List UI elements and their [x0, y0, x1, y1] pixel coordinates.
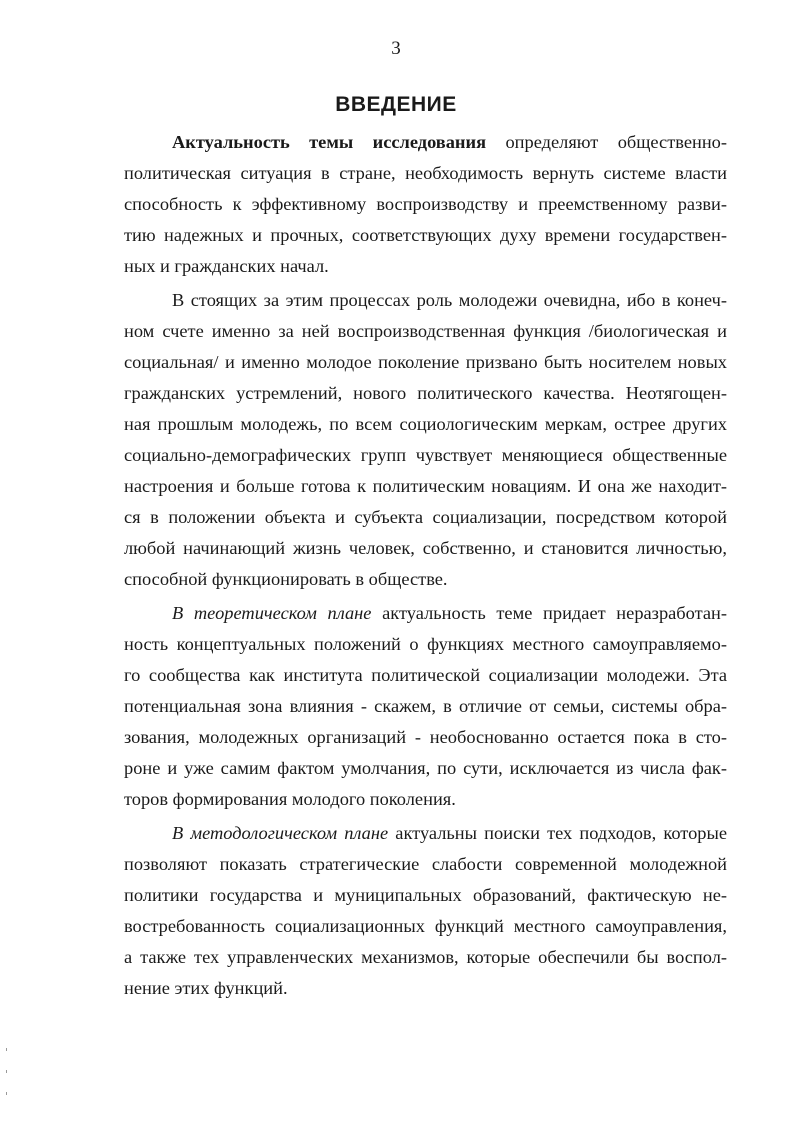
- text-run: а также тех управленческих механизмов, которые обеспечили бы воспол-: [124, 947, 727, 967]
- section-heading: ВВЕДЕНИЕ: [335, 93, 457, 116]
- text-run: политическая ситуация в стране, необходимость вернуть системе власти: [124, 163, 727, 183]
- text-run: актуальность теме придает неразработан-: [371, 603, 727, 623]
- text-run: востребованность социализационных функций местного самоуправления,: [124, 916, 727, 936]
- text-run: потенциальная зона влияния - скажем, в отличие от семьи, системы обра-: [124, 696, 727, 716]
- text-run: настроения и больше готова к политическим новациям. И она же находит-: [124, 476, 727, 496]
- text-run: ном счете именно за ней воспроизводственная функция /биологическая и: [124, 321, 727, 341]
- text-line: [124, 660, 727, 691]
- text-line: [124, 598, 727, 629]
- italic-phrase: В методологическом плане: [172, 823, 389, 843]
- body-text: [124, 127, 727, 1004]
- text-line: [124, 973, 727, 1004]
- text-run: роне и уже самим фактом умолчания, по сути, исключается из числа фак-: [124, 758, 727, 778]
- text-line: [124, 691, 727, 722]
- text-line: [124, 818, 727, 849]
- text-run: ная прошлым молодежь, по всем социологическим меркам, острее других: [124, 414, 727, 434]
- text-run: зования, молодежных организаций - необоснованно остается пока в сто-: [124, 727, 727, 747]
- text-line: [124, 127, 727, 158]
- text-line: [124, 440, 727, 471]
- text-line: [124, 220, 727, 251]
- text-line: [124, 316, 727, 347]
- text-run: ных и гражданских начал.: [124, 256, 329, 276]
- text-line: [124, 285, 727, 316]
- text-run: В стоящих за этим процессах роль молодежи очевидна, ибо в конеч-: [172, 290, 727, 310]
- paragraph: [124, 818, 727, 1004]
- text-line: [124, 784, 727, 815]
- paragraph: [124, 127, 727, 282]
- page-number: 3: [391, 38, 401, 59]
- text-run: торов формирования молодого поколения.: [124, 789, 456, 809]
- text-line: [124, 471, 727, 502]
- text-run: социальная/ и именно молодое поколение призвано быть носителем новых: [124, 352, 727, 372]
- italic-phrase: В теоретическом плане: [172, 603, 372, 623]
- text-run: политики государства и муниципальных образований, фактическую не-: [124, 885, 727, 905]
- text-line: [124, 409, 727, 440]
- text-line: [124, 251, 727, 282]
- text-line: [124, 347, 727, 378]
- text-line: [124, 911, 727, 942]
- text-run: способность к эффективному воспроизводству и преемственному разви-: [124, 194, 727, 214]
- text-line: [124, 942, 727, 973]
- text-line: [124, 629, 727, 660]
- text-run: любой начинающий жизнь человек, собственно, и становится личностью,: [124, 538, 727, 558]
- text-line: [124, 533, 727, 564]
- text-run: тию надежных и прочных, соответствующих духу времени государствен-: [124, 225, 727, 245]
- text-run: актуальны поиски тех подходов, которые: [388, 823, 727, 843]
- margin-scan-marks: [6, 1048, 8, 1108]
- text-line: [124, 722, 727, 753]
- text-run: позволяют показать стратегические слабости современной молодежной: [124, 854, 727, 874]
- text-run: ность концептуальных положений о функциях местного самоуправляемо-: [124, 634, 727, 654]
- text-line: [124, 502, 727, 533]
- text-run: социально-демографических групп чувствует меняющиеся общественные: [124, 445, 727, 465]
- text-run: определяют общественно-: [486, 132, 727, 152]
- text-run: го сообщества как института политической социализации молодежи. Эта: [124, 665, 727, 685]
- paragraph: [124, 598, 727, 815]
- text-line: [124, 564, 727, 595]
- text-line: [124, 753, 727, 784]
- text-line: [124, 849, 727, 880]
- text-line: [124, 378, 727, 409]
- text-run: способной функционировать в обществе.: [124, 569, 448, 589]
- text-line: [124, 189, 727, 220]
- bold-phrase: Актуальность темы исследования: [172, 132, 487, 152]
- text-line: [124, 158, 727, 189]
- text-line: [124, 880, 727, 911]
- text-run: ся в положении объекта и субъекта социализации, посредством которой: [124, 507, 727, 527]
- text-run: нение этих функций.: [124, 978, 288, 998]
- paragraph: [124, 285, 727, 595]
- text-run: гражданских устремлений, нового политического качества. Неотягощен-: [124, 383, 727, 403]
